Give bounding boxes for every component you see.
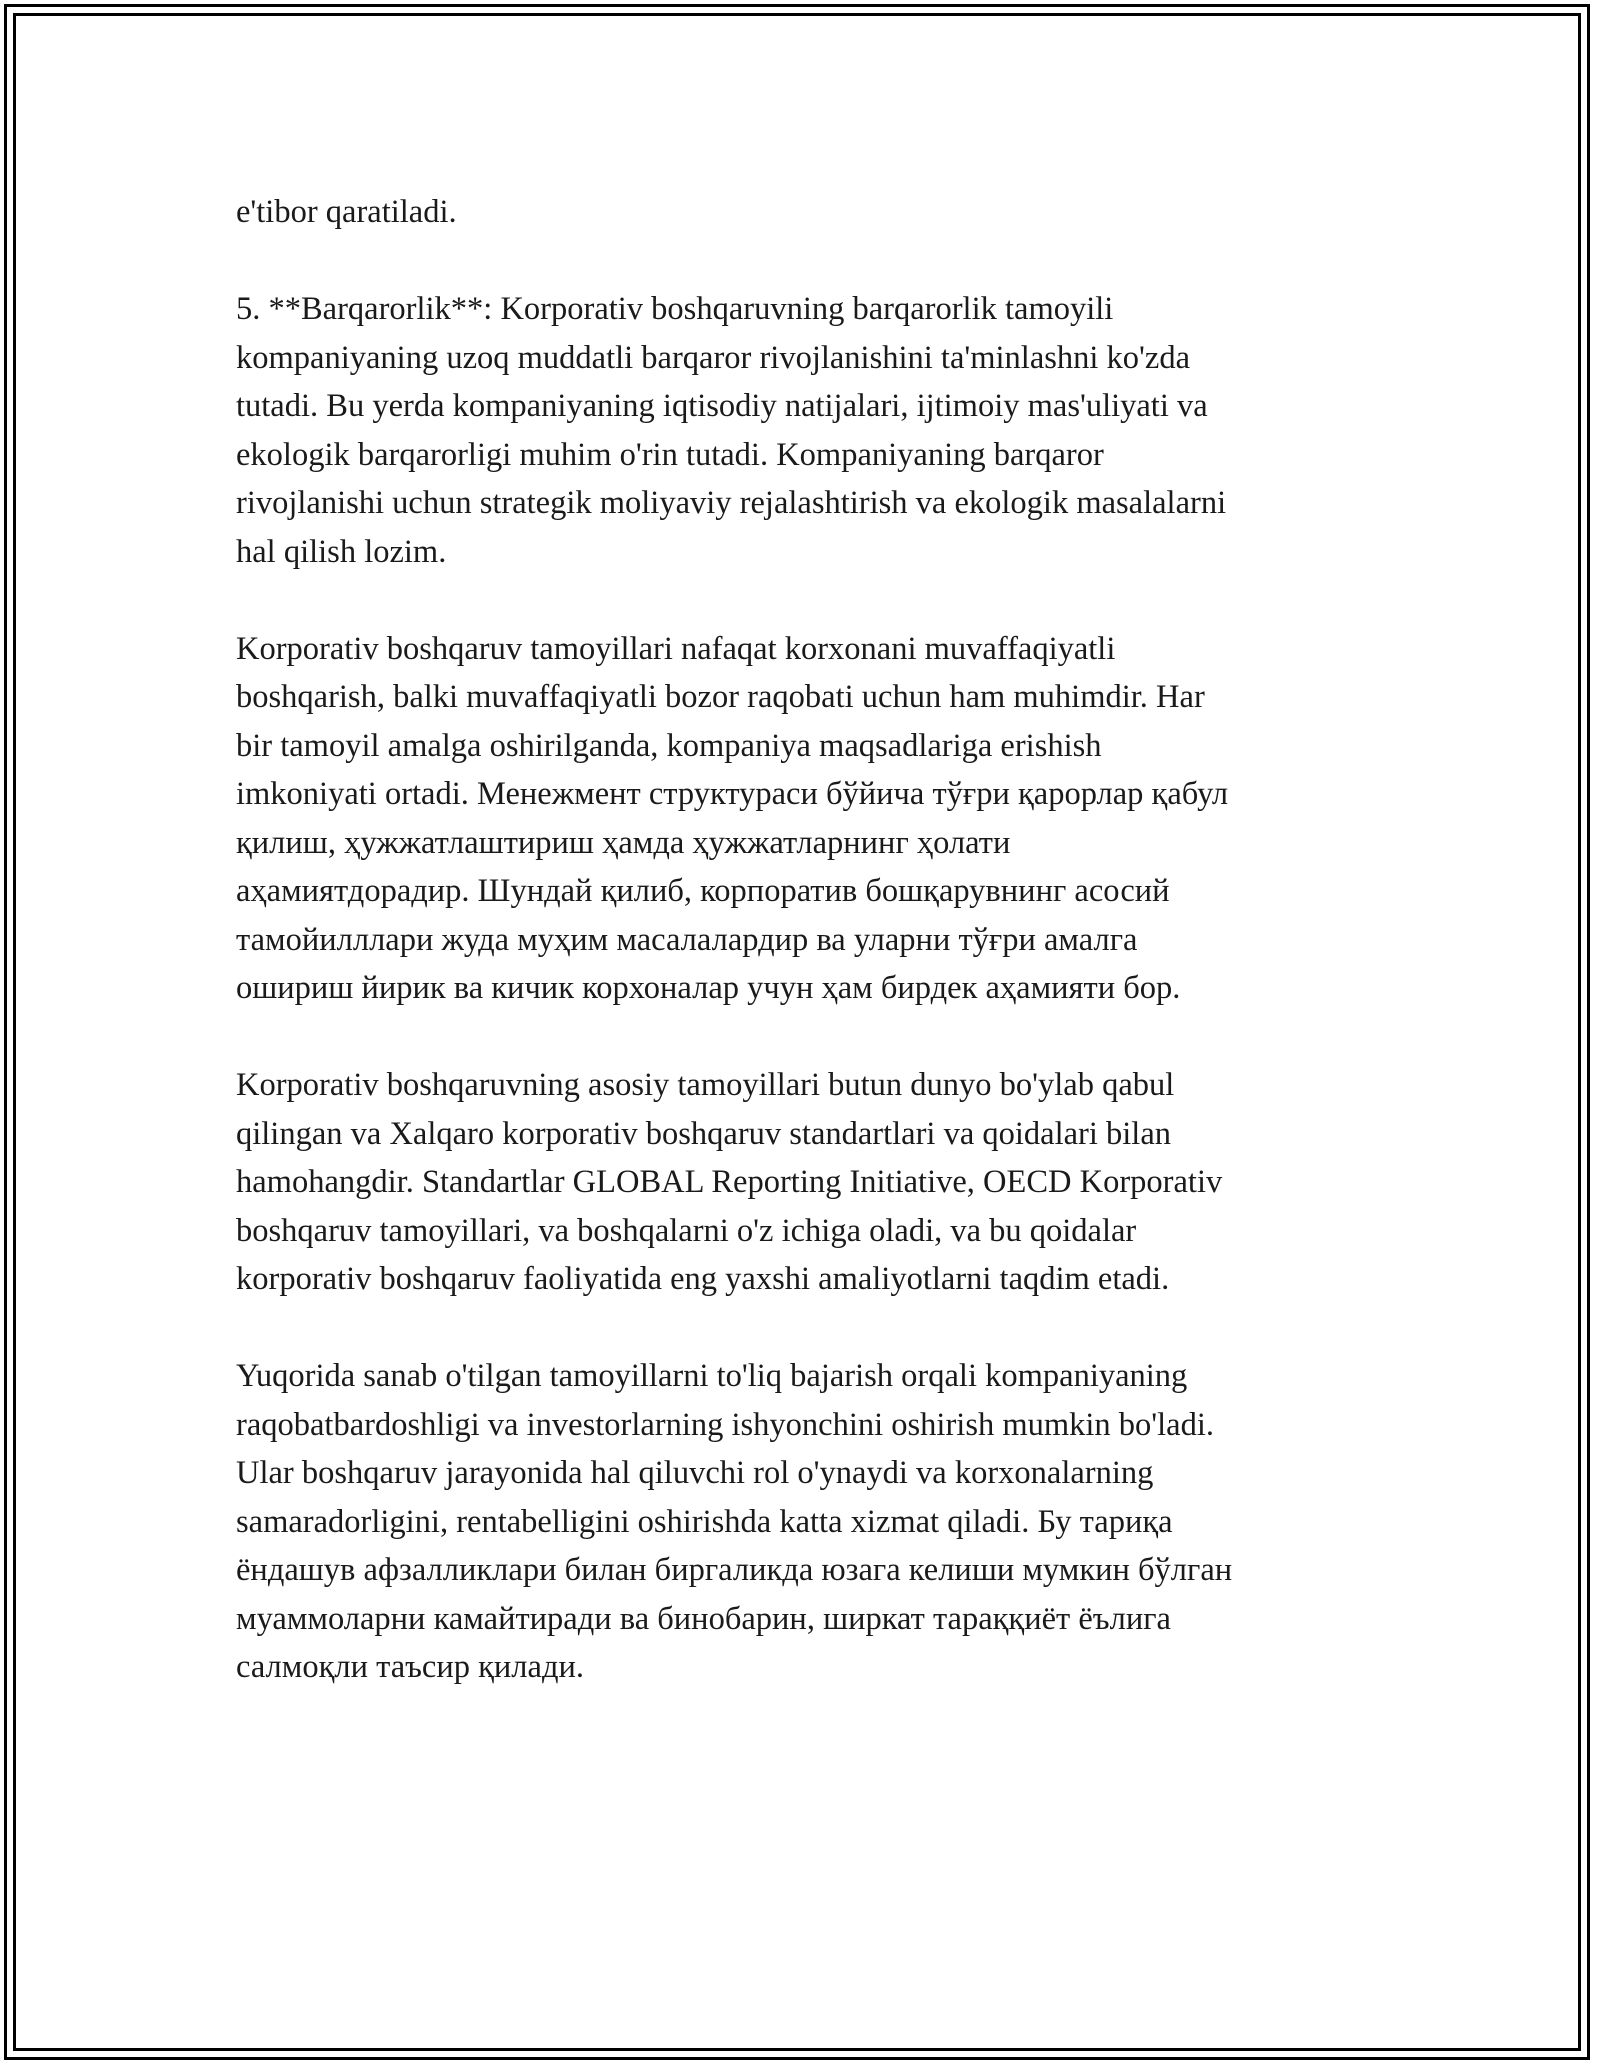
paragraph-sustainability-principle: 5. **Barqarorlik**: Korporativ boshqaruvning barqarorlik tamoyili kompaniyaning uzoq muddatli barqaror rivojlanishini ta'minlashni ko'zda tutadi. Bu yerda kompaniyaning iqtisodiy natijalari, ijtimoiy mas'uliyati va ekologik barqarorligi muhim o'rin tutadi. Kompaniyaning barqaror rivojlanishi uchun strategik moliyaviy rejalashtirish va ekologik masalalarni hal qilish lozim.: [236, 291, 1227, 570]
paragraph-conclusion: Yuqorida sanab o'tilgan tamoyillarni to'liq bajarish orqali kompaniyaning raqobatbardoshligi va investorlarning ishyonchini oshirish mumkin bo'ladi. Ular boshqaruv jarayonida hal qiluvchi rol o'ynaydi va korxonalarning samaradorligini, rentabelligini oshirishda katta xizmat qiladi. Бу тариқа ёндашув афзалликлари билан биргаликда юзага келиши мумкин бўлган муаммоларни камайтиради ва бинобарин, ширкат тараққиёт ёълига салмоқли таъсир қилади.: [236, 1358, 1233, 1685]
document-body: [236, 188, 1376, 1740]
paragraph-international-standards: Korporativ boshqaruvning asosiy tamoyillari butun dunyo bo'ylab qabul qilingan va Xalqaro korporativ boshqaruv standartlari va qoidalari bilan hamohangdir. Standartlar GLOBAL Reporting Initiative, OECD Korporativ boshqaruv tamoyillari, va boshqalarni o'z ichiga oladi, va bu qoidalar korporativ boshqaruv faoliyatida eng yaxshi amaliyotlarni taqdim etadi.: [236, 1067, 1223, 1297]
paragraph-intro-fragment: e'tibor qaratiladi.: [236, 194, 457, 230]
paragraph-governance-importance: Korporativ boshqaruv tamoyillari nafaqat korxonani muvaffaqiyatli boshqarish, balki muvaffaqiyatli bozor raqobati uchun ham muhimdir. Har bir tamoyil amalga oshirilganda, kompaniya maqsadlariga erishish imkoniyati ortadi. Менежмент структураси бўйича тўғри қарорлар қабул қилиш, ҳужжатлаштириш ҳамда ҳужжатларнинг ҳолати аҳамиятдорадир. Шундай қилиб, корпоратив бошқарувнинг асосий тамойилллари жуда муҳим масалалардир ва уларни тўғри амалга ошириш йирик ва кичик корхоналар учун ҳам бирдек аҳамияти бор.: [236, 630, 1229, 1006]
